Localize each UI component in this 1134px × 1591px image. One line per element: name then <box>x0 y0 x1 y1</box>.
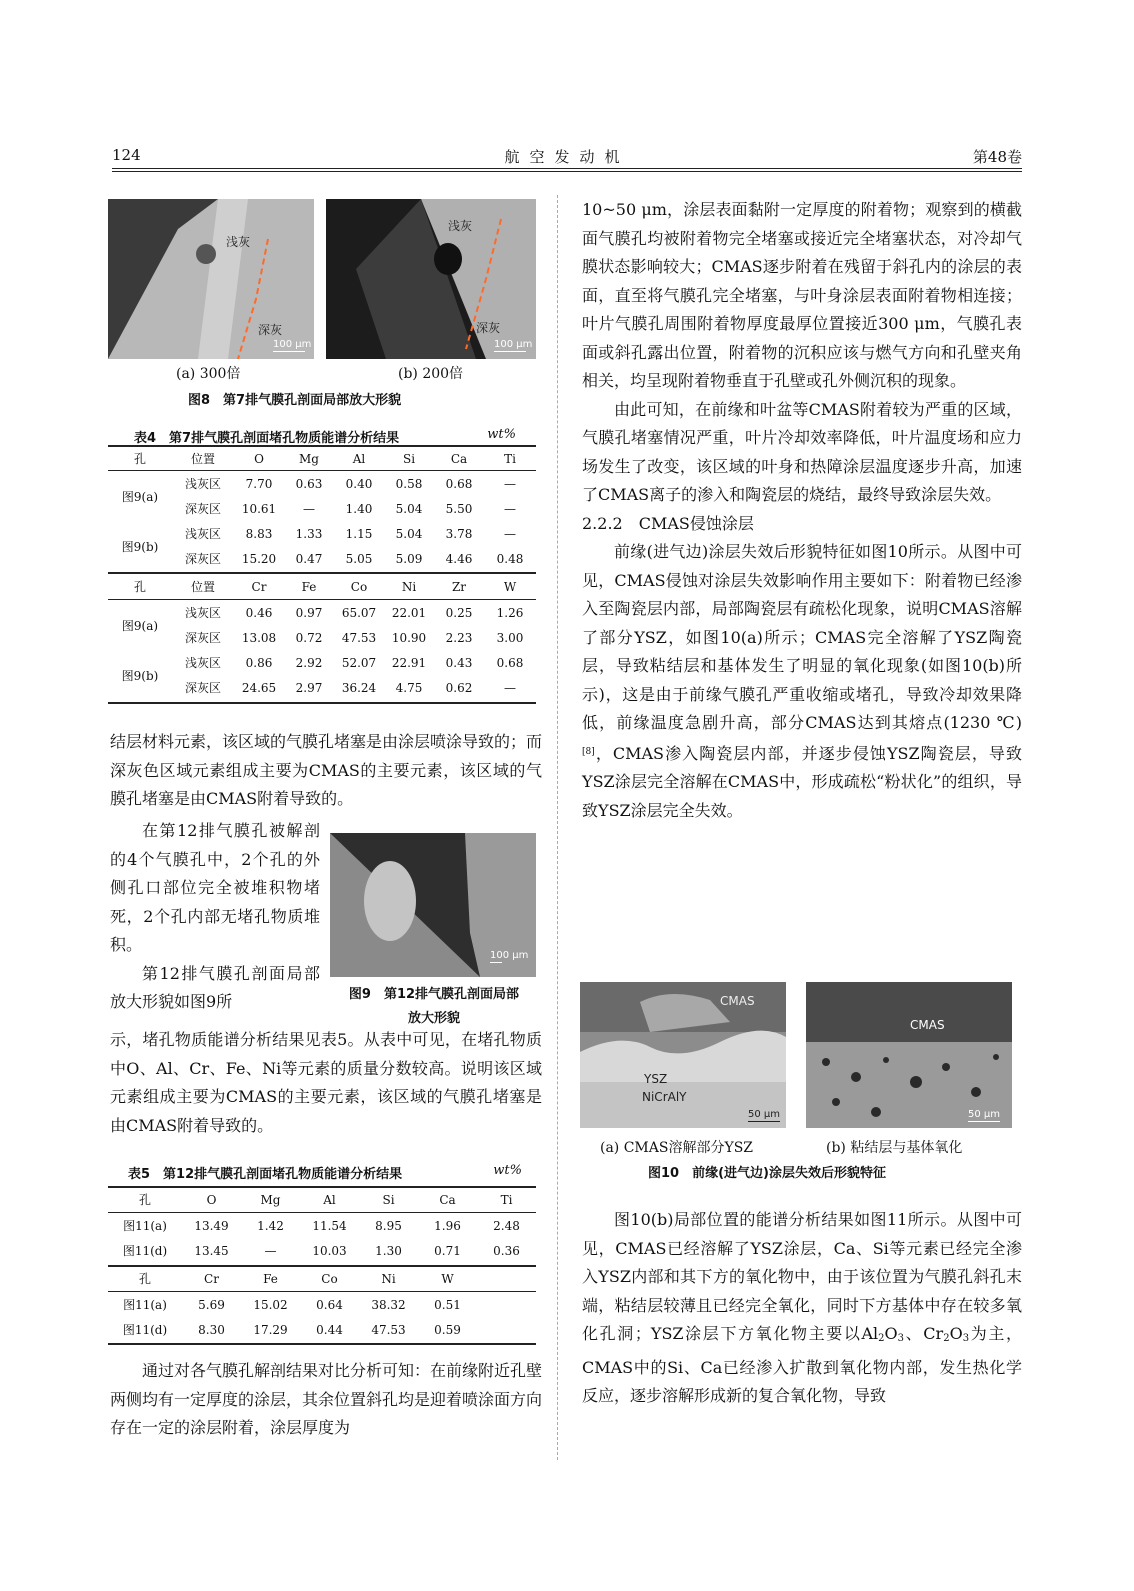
figure-9-caption: 图9 第12排气膜孔剖面局部 放大形貌 <box>348 987 520 1026</box>
scale-bar: 100 μm <box>490 950 529 961</box>
figure-8a-caption: (a) 300倍 <box>176 366 241 382</box>
table-row: 深灰区 24.65 2.97 36.24 4.75 0.62 — <box>184 680 516 695</box>
label-cmas: CMAS <box>910 1018 945 1032</box>
paragraph: 在第12排气膜孔被解剖的4个气膜孔中，2个孔的外侧孔口部位完全被堆积物堵死，2个孔内部无堵孔物质堆积。 <box>110 821 320 954</box>
figure-10a-caption: (a) CMAS溶解部分YSZ <box>600 1140 754 1156</box>
figure-10b-caption: (b) 粘结层与基体氧化 <box>826 1140 963 1156</box>
scale-bar: 50 μm <box>968 1109 1001 1120</box>
table-4-body-1 <box>108 471 536 571</box>
table-header-row: 孔 位置 Cr Fe Co Ni Zr W <box>133 579 517 594</box>
figure-9-image <box>330 833 536 977</box>
table-row: 图11(d) 8.30 17.29 0.44 47.53 0.59 <box>122 1322 461 1337</box>
table-row: 图9(a) 浅灰区 7.70 0.63 0.40 0.58 0.68 — <box>121 476 516 504</box>
table-row: 图9(b) 浅灰区 0.86 2.92 52.07 22.91 0.43 0.68 <box>121 655 524 683</box>
figure-8b-caption: (b) 200倍 <box>398 366 464 382</box>
label-dark-gray: 深灰 <box>476 321 501 335</box>
table-4-body-2 <box>108 600 536 700</box>
table-4-part-1 <box>108 446 536 471</box>
table-row: 图11(a) 5.69 15.02 0.64 38.32 0.51 <box>123 1297 461 1312</box>
header-rule <box>112 168 1022 169</box>
scale-bar: 100 μm <box>494 339 533 350</box>
paragraph: 10~50 μm，涂层表面黏附一定厚度的附着物；观察到的横截面气膜孔均被附着物完全堵塞或接近完全堵塞状态，对冷却气膜状态影响较大；CMAS逐步附着在残留于斜孔内的涂层的表面，直至将气膜孔完全堵塞，与叶身涂层表面附着物相连接；叶片气膜孔周围附着物厚度最厚位置接近300 μm，气膜孔表面或斜孔露出位置，附着物的沉积应该与燃气方向和孔壁夹角相关，均呈现附着物垂直于孔壁或孔外侧沉积的现象。 <box>582 200 1022 390</box>
column-separator <box>557 195 558 1460</box>
table-row: 深灰区 15.20 0.47 5.05 5.09 4.46 0.48 <box>184 551 524 566</box>
table-row: 深灰区 10.61 — 1.40 5.04 5.50 — <box>184 501 516 516</box>
journal-title: 航空发动机 <box>504 148 630 166</box>
scale-bar: 50 μm <box>748 1109 781 1120</box>
page-header <box>112 146 1022 168</box>
table-4-title: 表4 第7排气膜孔剖面堵孔物质能谱分析结果 wt% <box>134 427 516 446</box>
figure-8a-image <box>108 199 314 359</box>
figure-8-caption: 图8 第7排气膜孔剖面局部放大形貌 <box>188 393 402 408</box>
header-rule-2 <box>112 171 1022 172</box>
figure-10b-image <box>806 982 1012 1128</box>
label-cmas: CMAS <box>720 994 755 1008</box>
left-column-text-3 <box>110 1357 542 1443</box>
table-5-title: 表5 第12排气膜孔剖面堵孔物质能谱分析结果 wt% <box>128 1163 522 1182</box>
left-column-text-2 <box>110 1026 542 1140</box>
table-bottom-rule <box>108 702 536 704</box>
section-heading: 2.2.2 CMAS侵蚀涂层 <box>582 513 754 533</box>
paragraph: 前缘(进气边)涂层失效后形貌特征如图10所示。从图中可见，CMAS侵蚀对涂层失效影响作用主要如下：附着物已经渗入至陶瓷层内部，局部陶瓷层有疏松化现象，说明CMAS溶解了部分YSZ，如图10(a)所示；CMAS完全溶解了YSZ陶瓷层，导致粘结层和基体发生了明显的氧化现象(如图10(b)所示)，这是由于前缘气膜孔严重收缩或堵孔，导致冷却效果降低，前缘温度急剧升高，部分CMAS达到其熔点(1230 ℃)[8]，CMAS渗入陶瓷层内部，并逐步侵蚀YSZ陶瓷层，导致YSZ涂层完全溶解在CMAS中，形成疏松“粉状化”的组织，导致YSZ涂层完全失效。 <box>582 542 1022 820</box>
table-row: 图9(b) 浅灰区 8.83 1.33 1.15 5.04 3.78 — <box>121 526 516 554</box>
paragraph: 结层材料元素，该区域的气膜孔堵塞是由涂层喷涂导致的；而深灰色区域元素组成主要为CMAS的主要元素，该区域的气膜孔堵塞是由CMAS附着导致的。 <box>110 732 543 808</box>
table-5-part-1 <box>108 1187 536 1212</box>
table-5-body-2 <box>108 1292 536 1342</box>
label-nicraly: NiCrAlY <box>642 1090 687 1104</box>
label-dark-gray: 深灰 <box>258 323 283 337</box>
paragraph: 由此可知，在前缘和叶盆等CMAS附着较为严重的区域，气膜孔堵塞情况严重，叶片冷却效率降低，叶片温度场和应力场发生了改变，该区域的叶身和热障涂层温度逐步升高，加速了CMAS离子的渗入和陶瓷层的烧结，最终导致涂层失效。 <box>582 399 1022 504</box>
figure-10a-image <box>580 982 786 1128</box>
label-light-gray: 浅灰 <box>226 235 251 249</box>
paragraph: 通过对各气膜孔解剖结果对比分析可知：在前缘附近孔壁两侧均有一定厚度的涂层，其余位置斜孔均是迎着喷涂面方向存在一定的涂层附着，涂层厚度为 <box>110 1361 543 1437</box>
table-row: 深灰区 13.08 0.72 47.53 10.90 2.23 3.00 <box>184 630 524 645</box>
table-header-row: 孔 Cr Fe Co Ni W <box>138 1271 454 1286</box>
left-column-text <box>110 728 542 814</box>
table-row: 图11(a) 13.49 1.42 11.54 8.95 1.96 2.48 <box>123 1218 520 1233</box>
table-bottom-rule <box>108 1343 536 1345</box>
paragraph: 图10(b)局部位置的能谱分析结果如图11所示。从图中可见，CMAS已经溶解了YSZ涂层，Ca、Si等元素已经完全渗入YSZ内部和其下方的氧化物中，由于该位置为气膜孔斜孔末端，粘结层较薄且已经完全氧化，同时下方基体中存在较多氧化孔洞；YSZ涂层下方氧化物主要以Al2O3、Cr2O3为主，CMAS中的Si、Ca已经渗入扩散到氧化物内部，发生热化学反应，逐步溶解形成新的复合氧化物，导致 <box>582 1210 1022 1405</box>
table-header-row: 孔 O Mg Al Si Ca Ti <box>138 1192 513 1207</box>
figure-8b-image <box>326 199 536 359</box>
table-header-row: 孔 位置 O Mg Al Si Ca Ti <box>133 451 516 466</box>
paragraph: 示，堵孔物质能谱分析结果见表5。从表中可见，在堵孔物质中O、Al、Cr、Fe、Ni等元素的质量分数较高。说明该区域元素组成主要为CMAS的主要元素，该区域的气膜孔堵塞是由CMAS附着导致的。 <box>110 1030 542 1135</box>
volume-label: 第48卷 <box>972 148 1022 166</box>
page-number: 124 <box>112 146 141 164</box>
right-column-text-2 <box>582 1206 1022 1411</box>
scale-bar: 100 μm <box>273 339 312 350</box>
table-row: 图11(d) 13.45 — 10.03 1.30 0.71 0.36 <box>122 1243 520 1258</box>
wrap-paragraph <box>110 817 320 1017</box>
table-5-part-2 <box>108 1266 536 1291</box>
table-5-body-1 <box>108 1213 536 1263</box>
right-column-text <box>582 196 1022 825</box>
figure-10-caption: 图10 前缘(进气边)涂层失效后形貌特征 <box>648 1166 886 1181</box>
table-4-part-2 <box>108 574 536 599</box>
paragraph: 第12排气膜孔剖面局部放大形貌如图9所 <box>110 963 320 1011</box>
citation: [8] <box>582 746 595 757</box>
label-light-gray: 浅灰 <box>448 219 473 233</box>
table-row: 图9(a) 浅灰区 0.46 0.97 65.07 22.01 0.25 1.26 <box>121 605 524 633</box>
label-ysz: YSZ <box>644 1072 668 1086</box>
